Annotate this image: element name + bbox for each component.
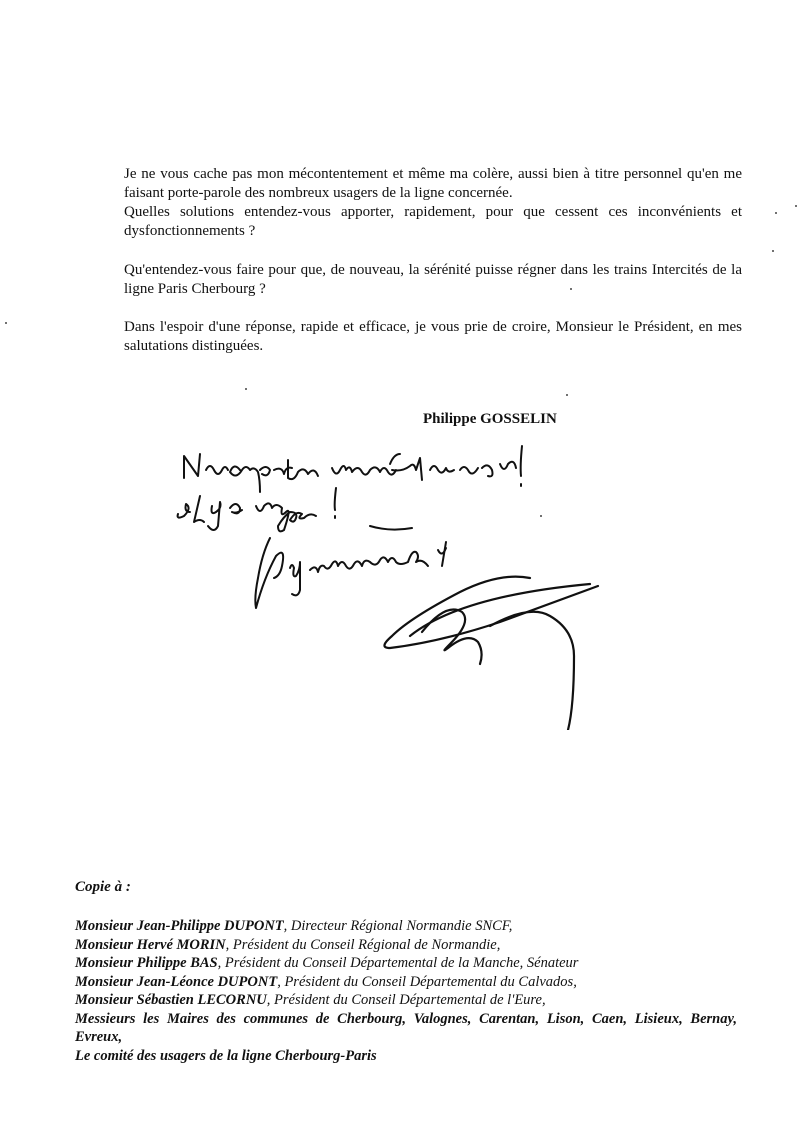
paragraph-serenity-question: Qu'entendez-vous faire pour que, de nouveau, la sérénité puisse régner dans les trains Intercités de la ligne Paris Cherbourg ? — [124, 262, 742, 297]
handwritten-line-3 — [255, 538, 446, 608]
copies-heading: Copie à : — [75, 879, 131, 895]
recipient-name: Monsieur Jean-Léonce DUPONT — [75, 973, 278, 990]
recipient-name: Monsieur Hervé MORIN — [75, 936, 226, 953]
copy-recipient — [75, 1010, 737, 1047]
copy-recipient — [75, 936, 737, 955]
recipient-name: Monsieur Sébastien LECORNU — [75, 992, 267, 1008]
recipient-name: Monsieur Philippe BAS — [75, 955, 218, 971]
copy-recipient — [75, 917, 737, 936]
handwritten-line-1 — [184, 446, 522, 492]
recipient-role: , Président du Conseil Régional de Normandie, — [225, 936, 501, 953]
copy-recipient — [75, 1047, 737, 1066]
signatory-name: Philippe GOSSELIN — [423, 411, 557, 427]
recipient-role: , Président du Conseil Départemental de la Manche, Sénateur — [217, 955, 579, 971]
recipient-name: Le comité des usagers de la ligne Cherbourg-Paris — [75, 1047, 377, 1064]
recipient-role: , Président du Conseil Départemental du Calvados, — [277, 973, 577, 990]
recipient-name: Messieurs les Maires des communes de Cherbourg, Valognes, Carentan, Lison, Caen, Lisieux, Bernay, Evreux, — [75, 1010, 737, 1045]
copy-recipient — [75, 973, 737, 992]
recipient-role: , Directeur Régional Normandie SNCF, — [283, 918, 513, 934]
copy-recipient — [75, 991, 737, 1010]
paragraph-solutions-question: Quelles solutions entendez-vous apporter, rapidement, pour que cessent ces inconvénients et dysfonctionnements ? — [124, 204, 742, 239]
handwritten-note-and-signature — [160, 440, 680, 730]
scan-speck — [5, 322, 7, 324]
scan-speck — [795, 205, 797, 207]
scan-speck — [775, 212, 777, 214]
copy-recipient — [75, 954, 737, 973]
scan-speck — [566, 394, 568, 396]
scan-speck — [245, 388, 247, 390]
handwritten-line-2 — [178, 488, 412, 531]
scan-speck — [540, 515, 542, 517]
signature-scribble — [384, 577, 598, 730]
recipient-role: , Président du Conseil Départemental de l'Eure, — [266, 992, 546, 1008]
recipient-name: Monsieur Jean-Philippe DUPONT — [75, 918, 284, 934]
copies-recipient-list — [75, 917, 737, 1065]
scan-speck — [570, 288, 572, 290]
paragraph-discontent: Je ne vous cache pas mon mécontentement et même ma colère, aussi bien à titre personnel qu'en me faisant porte-parole des nombreux usagers de la ligne concernée. — [124, 166, 742, 201]
scan-speck — [772, 250, 774, 252]
paragraph-closing: Dans l'espoir d'une réponse, rapide et efficace, je vous prie de croire, Monsieur le Président, en mes salutations distinguées. — [124, 319, 742, 354]
